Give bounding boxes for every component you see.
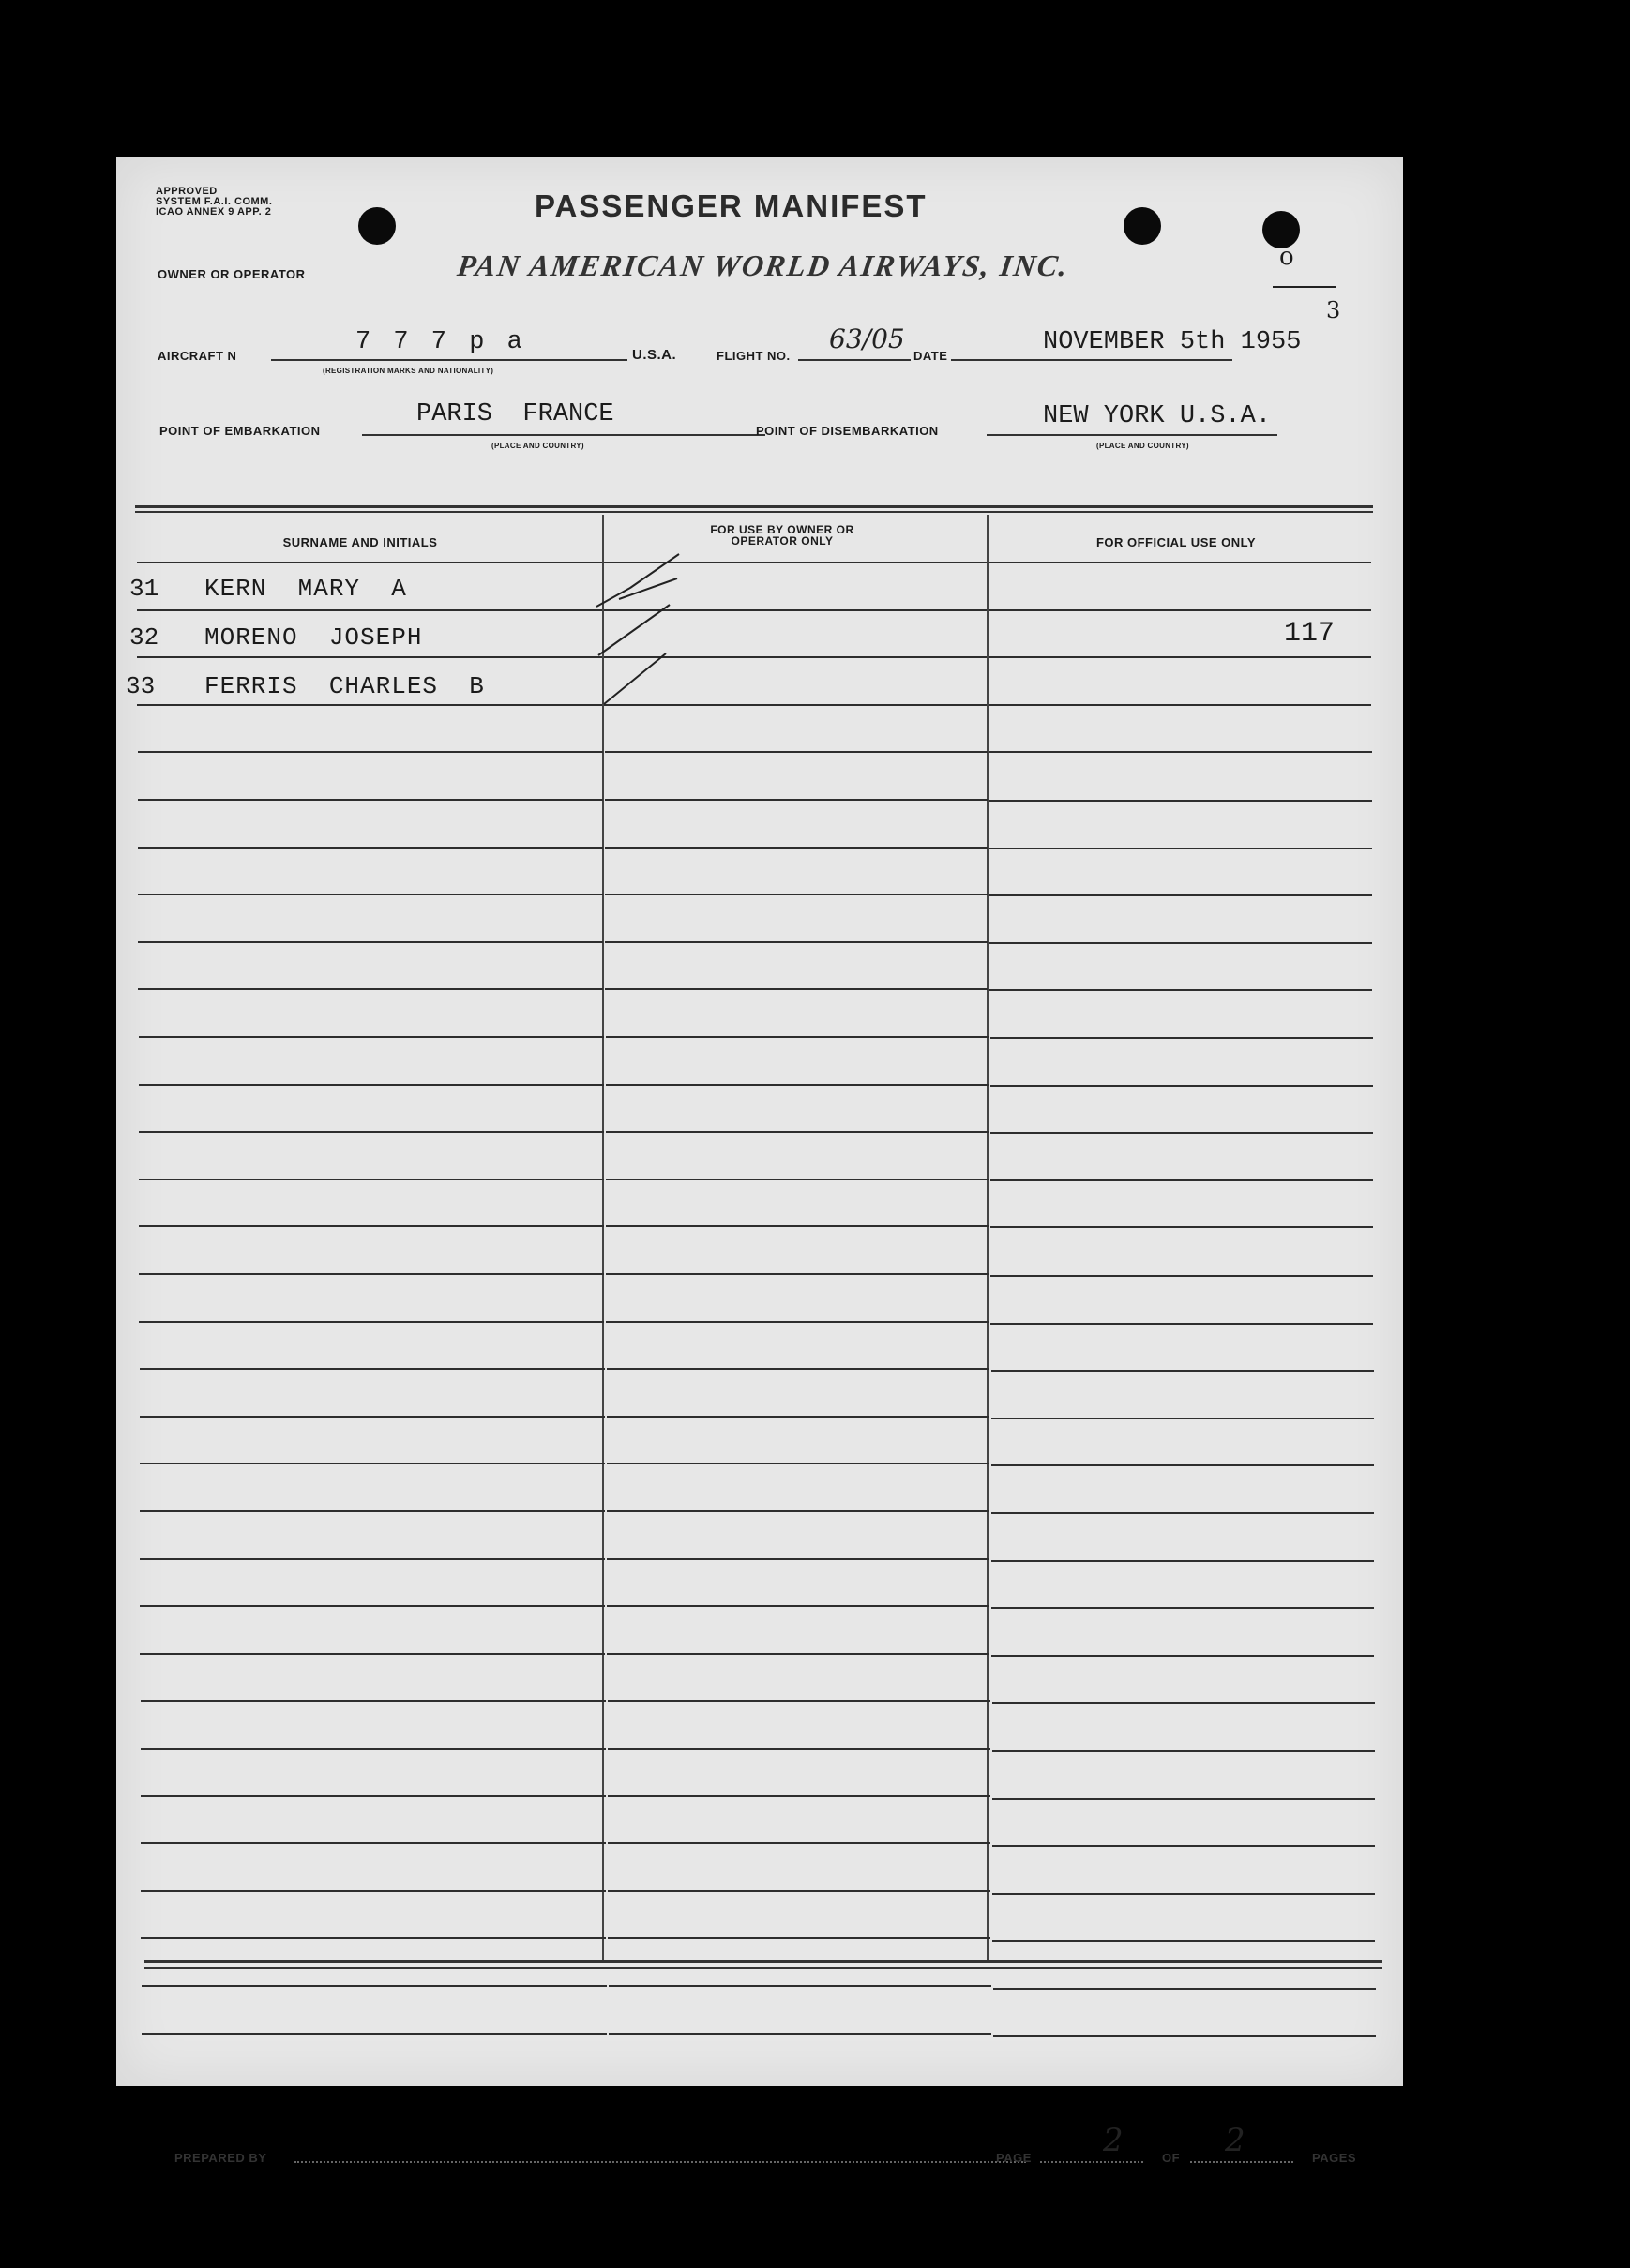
table-rule-line xyxy=(989,848,1372,849)
surname-header: SURNAME AND INITIALS xyxy=(282,535,438,549)
table-rule-line xyxy=(606,1179,989,1180)
table-rule-line xyxy=(606,1036,989,1038)
row-number: 32 xyxy=(129,623,159,652)
date-underline xyxy=(951,359,1232,361)
table-rule-line xyxy=(139,1179,604,1180)
table-rule-line xyxy=(138,894,603,895)
table-rule-line xyxy=(606,1321,989,1323)
manifest-sheet xyxy=(116,157,1403,2165)
table-rule-line xyxy=(989,609,1371,611)
table-rule-line xyxy=(989,656,1371,658)
table-rule-line xyxy=(608,1700,990,1702)
approval-line: APPROVED xyxy=(156,186,218,197)
table-rule-line xyxy=(989,942,1372,944)
table-rule-line xyxy=(137,656,602,658)
owner-label: OWNER OR OPERATOR xyxy=(158,267,306,281)
usa-label: U.S.A. xyxy=(632,347,677,363)
table-rule-line xyxy=(991,1512,1374,1514)
table-rule-line xyxy=(609,1985,991,1987)
corner-mark-top: o xyxy=(1279,243,1294,271)
aircraft-underline xyxy=(271,359,627,361)
table-rule-line xyxy=(608,1795,990,1797)
table-rule-line xyxy=(608,1748,990,1750)
table-rule-line xyxy=(607,1605,989,1607)
table-rule-line xyxy=(139,1225,604,1227)
page-line xyxy=(1040,2161,1143,2164)
table-rule-line xyxy=(138,751,603,753)
table-rule-line xyxy=(139,1321,604,1323)
table-rule-line xyxy=(138,847,603,849)
embarkation-value: PARIS FRANCE xyxy=(416,400,614,428)
table-rule-line xyxy=(990,1132,1373,1134)
table-rule-line xyxy=(139,1036,604,1038)
table-rule-line xyxy=(140,1368,605,1370)
table-rule-line xyxy=(140,1510,605,1512)
date-value: NOVEMBER 5th 1955 xyxy=(1043,328,1302,356)
punch-hole xyxy=(1124,207,1161,245)
table-top-rule xyxy=(135,505,1373,508)
table-rule-line xyxy=(608,1890,990,1892)
table-rule-line xyxy=(990,1226,1373,1228)
table-rule-line xyxy=(140,1416,605,1418)
table-rule-line xyxy=(990,1323,1373,1325)
table-rule-line xyxy=(991,1655,1374,1657)
flight-label: FLIGHT NO. xyxy=(717,349,791,363)
official-use-header: FOR OFFICIAL USE ONLY xyxy=(1095,535,1257,549)
table-rule-line xyxy=(606,1225,989,1227)
column-divider xyxy=(987,515,989,1960)
table-rule-line xyxy=(609,2033,991,2035)
table-rule-line xyxy=(989,800,1372,802)
table-rule-line xyxy=(990,1085,1373,1087)
check-mark-icon xyxy=(600,644,675,710)
table-rule-line xyxy=(989,562,1371,563)
table-rule-line xyxy=(605,847,988,849)
date-label: DATE xyxy=(913,349,948,363)
of-label: OF xyxy=(1162,2151,1181,2165)
table-bottom-rule xyxy=(144,1960,1382,1963)
page-value: 2 xyxy=(1103,2122,1124,2159)
table-rule-line xyxy=(140,1605,605,1607)
table-rule-line xyxy=(141,1890,606,1892)
table-rule-line xyxy=(992,1893,1375,1895)
table-rule-line xyxy=(990,1275,1373,1277)
table-rule-line xyxy=(138,941,603,943)
table-rule-line xyxy=(138,988,603,990)
table-rule-line xyxy=(141,1795,606,1797)
table-rule-line xyxy=(607,1510,989,1512)
table-rule-line xyxy=(992,1798,1375,1800)
table-rule-line xyxy=(605,941,988,943)
pages-label: PAGES xyxy=(1312,2151,1357,2165)
passenger-name: KERN MARY A xyxy=(204,575,407,603)
prepared-by-line xyxy=(294,2161,1026,2164)
row-number: 33 xyxy=(126,672,156,700)
disembarkation-value: NEW YORK U.S.A. xyxy=(1043,402,1272,430)
page-label: PAGE xyxy=(996,2151,1032,2165)
table-rule-line xyxy=(607,1558,989,1560)
table-rule-line xyxy=(989,751,1372,753)
disembarkation-caption: (PLACE AND COUNTRY) xyxy=(1096,442,1189,450)
table-rule-line xyxy=(137,704,602,706)
table-rule-line xyxy=(140,1558,605,1560)
table-rule-line xyxy=(605,799,988,801)
table-rule-line xyxy=(993,1988,1376,1990)
disembarkation-underline xyxy=(987,434,1277,436)
table-rule-line xyxy=(142,1985,607,1987)
prepared-by-label: PREPARED BY xyxy=(174,2151,267,2165)
table-rule-line xyxy=(140,1653,605,1655)
table-rule-line xyxy=(139,1084,604,1086)
row-number: 31 xyxy=(129,575,159,603)
operator-name: PAN AMERICAN WORLD AIRWAYS, INC. xyxy=(455,248,1072,282)
approval-line: ICAO ANNEX 9 APP. 2 xyxy=(156,206,272,218)
table-rule-line xyxy=(141,1842,606,1844)
passenger-name: FERRIS CHARLES B xyxy=(204,672,485,700)
table-rule-line xyxy=(990,1037,1373,1039)
table-rule-line xyxy=(607,1653,989,1655)
approval-line: SYSTEM F.A.I. COMM. xyxy=(156,196,273,207)
table-rule-line xyxy=(608,1842,990,1844)
table-rule-line xyxy=(992,1940,1375,1942)
table-rule-line xyxy=(992,1702,1375,1704)
table-rule-line xyxy=(605,751,988,753)
table-rule-line xyxy=(141,1700,606,1702)
table-rule-line xyxy=(141,1937,606,1939)
aircraft-label: AIRCRAFT N xyxy=(158,349,237,363)
table-rule-line xyxy=(137,562,602,563)
table-rule-line xyxy=(137,609,602,611)
column-divider xyxy=(602,515,604,1960)
table-top-rule xyxy=(135,511,1373,513)
aircraft-value: 7 7 7 p a xyxy=(355,328,526,356)
table-rule-line xyxy=(991,1418,1374,1419)
official-value: 117 xyxy=(1284,618,1336,650)
table-rule-line xyxy=(138,799,603,801)
owner-use-header: FOR USE BY OWNER OR OPERATOR ONLY xyxy=(710,523,854,548)
table-rule-line xyxy=(992,1845,1375,1847)
table-rule-line xyxy=(140,1463,605,1464)
table-rule-line xyxy=(605,988,988,990)
embarkation-caption: (PLACE AND COUNTRY) xyxy=(491,442,584,450)
table-rule-line xyxy=(993,2035,1376,2037)
table-rule-line xyxy=(606,1084,989,1086)
table-rule-line xyxy=(608,1937,990,1939)
table-rule-line xyxy=(141,1748,606,1750)
passenger-name: MORENO JOSEPH xyxy=(204,623,423,652)
punch-hole xyxy=(358,207,396,245)
of-value: 2 xyxy=(1225,2122,1245,2159)
table-rule-line xyxy=(607,1416,989,1418)
table-rule-line xyxy=(606,1131,989,1133)
table-rule-line xyxy=(989,989,1372,991)
page-title: PASSENGER MANIFEST xyxy=(535,188,928,223)
table-rule-line xyxy=(606,1273,989,1275)
table-rule-line xyxy=(991,1607,1374,1609)
table-bottom-rule xyxy=(144,1967,1382,1969)
corner-mark-bottom: 3 xyxy=(1326,297,1341,323)
table-rule-line xyxy=(990,1179,1373,1181)
disembarkation-label: POINT OF DISEMBARKATION xyxy=(756,424,939,438)
table-rule-line xyxy=(607,1463,989,1464)
corner-mark-line xyxy=(1273,286,1336,288)
table-rule-line xyxy=(142,2033,607,2035)
table-rule-line xyxy=(991,1464,1374,1466)
table-rule-line xyxy=(991,1560,1374,1562)
flight-underline xyxy=(798,359,911,361)
flight-value: 63/05 xyxy=(829,323,905,354)
embarkation-underline xyxy=(362,434,765,436)
table-rule-line xyxy=(607,1368,989,1370)
approval-block xyxy=(156,187,272,218)
table-rule-line xyxy=(989,894,1372,896)
table-rule-line xyxy=(992,1750,1375,1752)
table-rule-line xyxy=(991,1370,1374,1372)
of-line xyxy=(1190,2161,1293,2164)
table-rule-line xyxy=(989,704,1371,706)
table-rule-line xyxy=(139,1273,604,1275)
embarkation-label: POINT OF EMBARKATION xyxy=(159,424,321,438)
table-rule-line xyxy=(605,894,988,895)
table-rule-line xyxy=(139,1131,604,1133)
registration-caption: (REGISTRATION MARKS AND NATIONALITY) xyxy=(323,367,494,375)
